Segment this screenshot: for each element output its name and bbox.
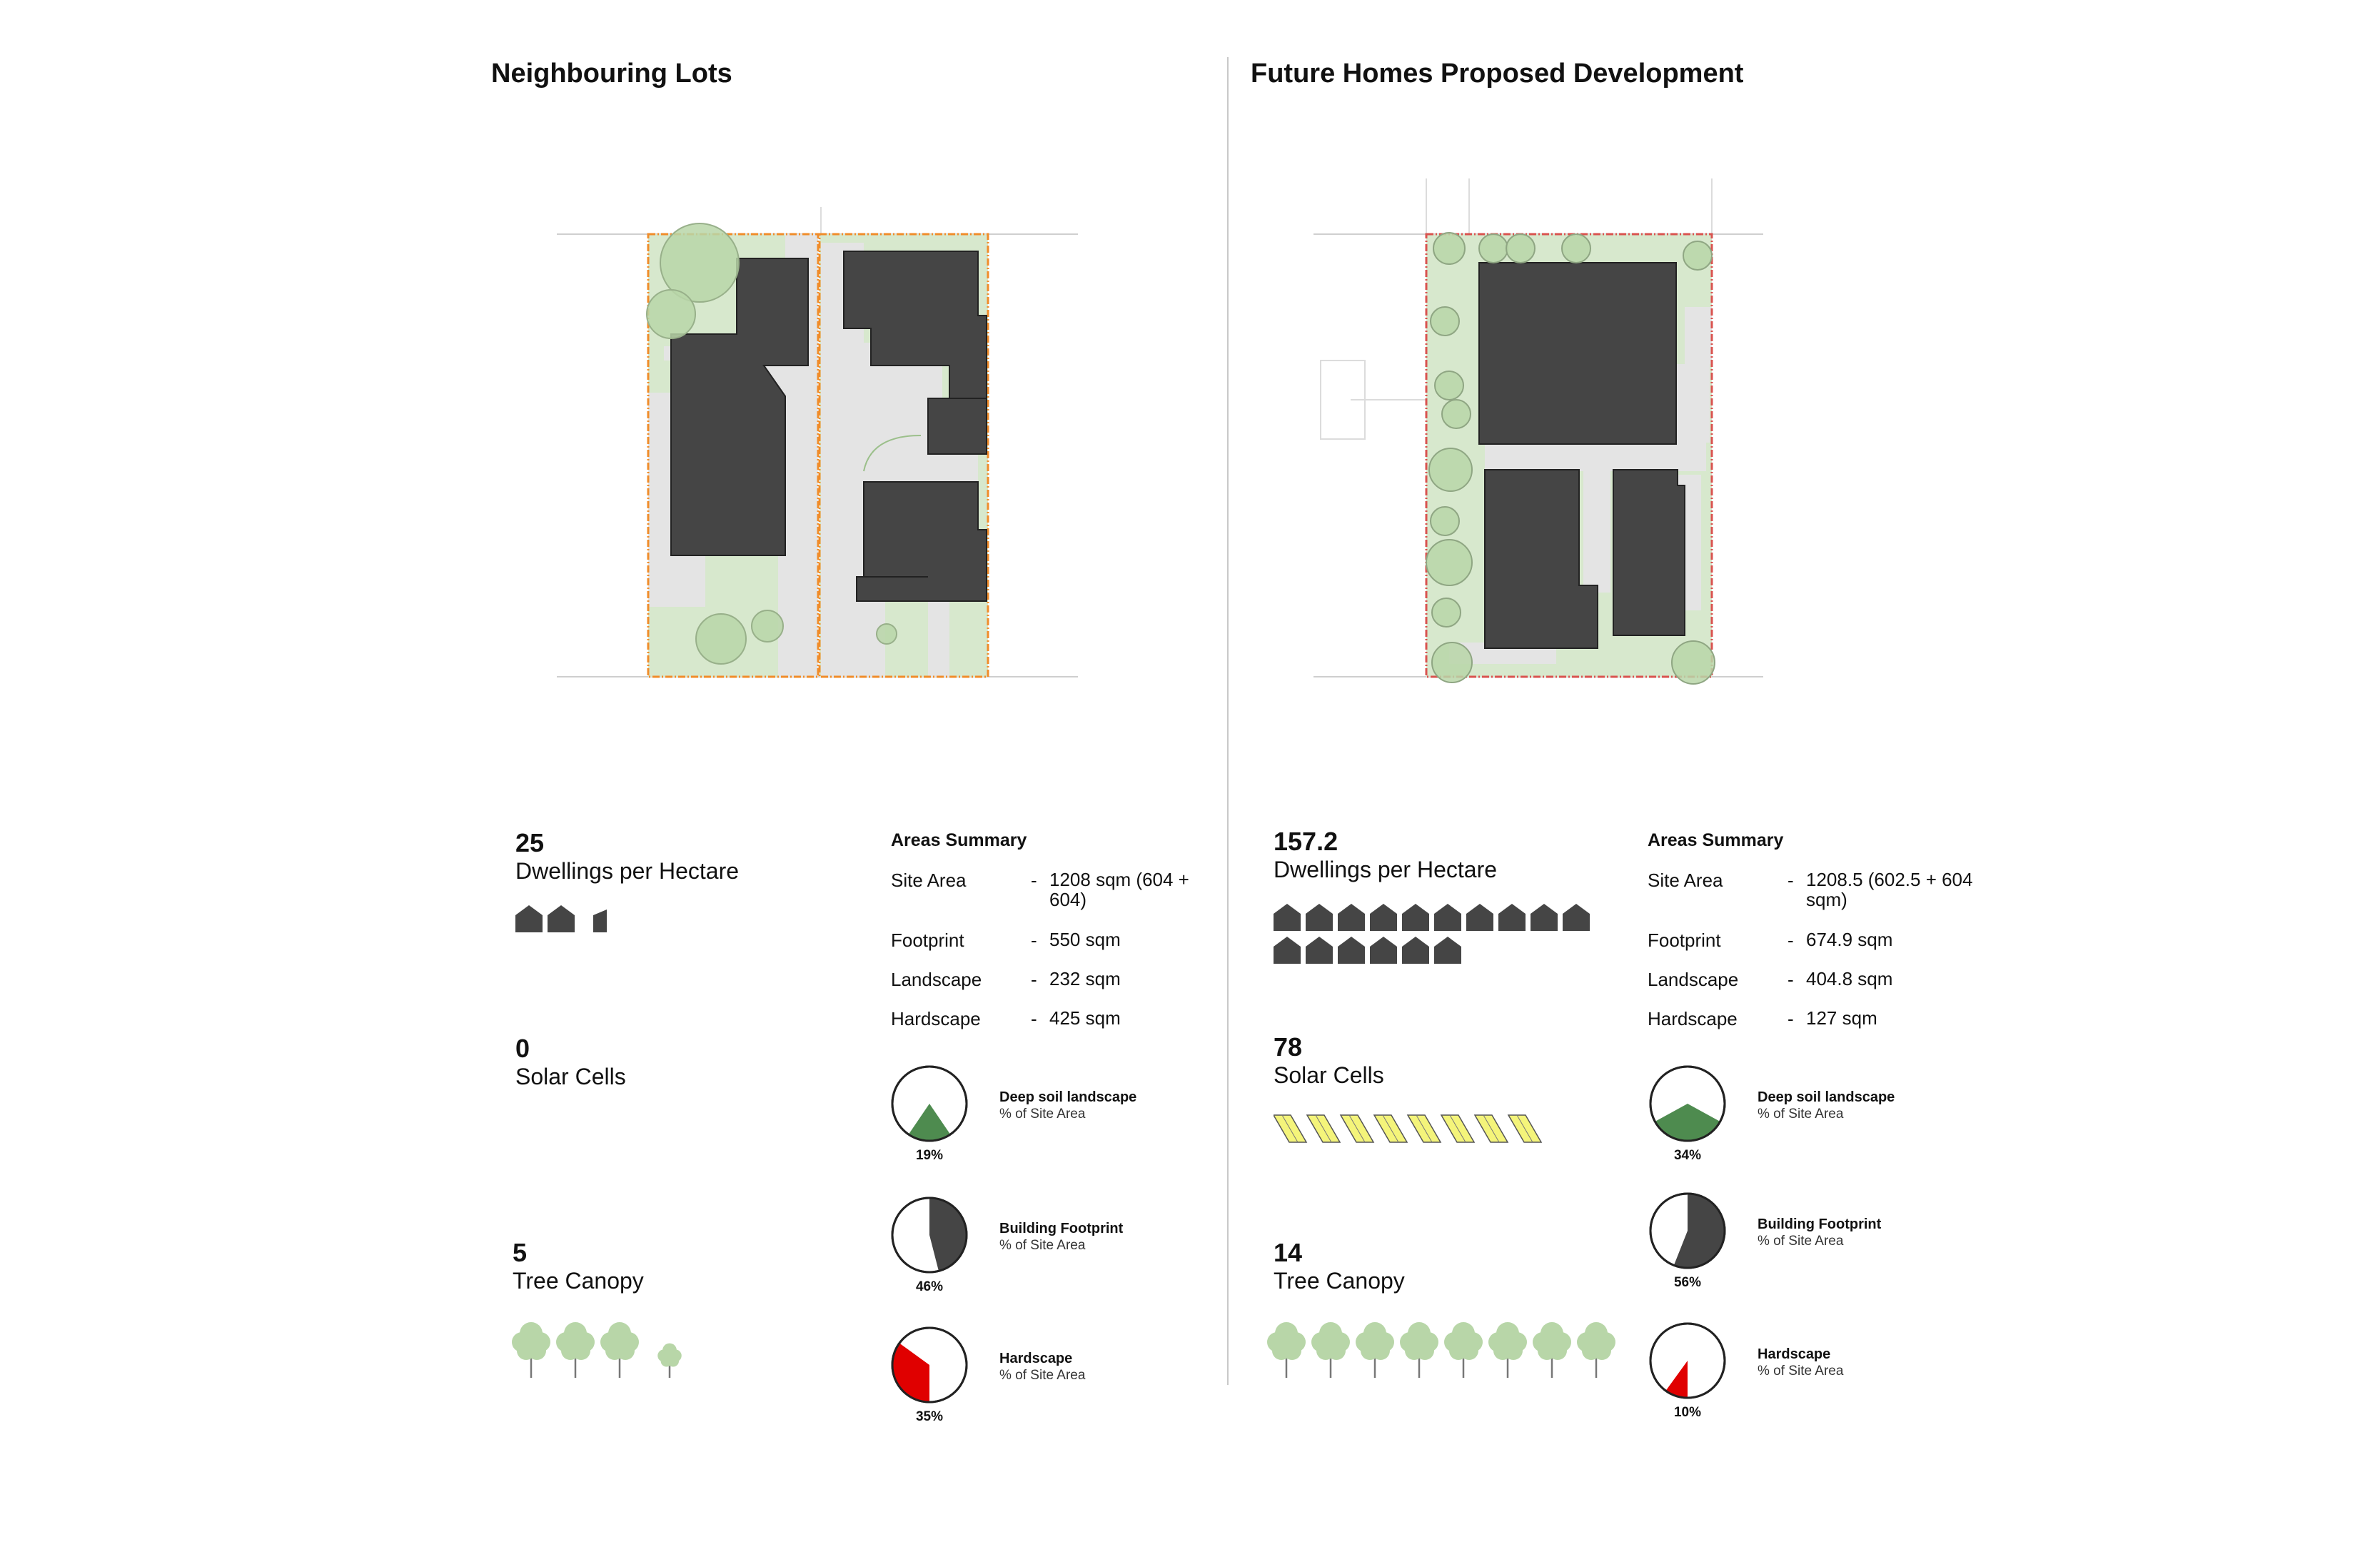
tree <box>877 624 897 644</box>
left-dwellings-value: 25 <box>515 828 545 857</box>
house-icon <box>1274 937 1301 964</box>
hardscape-pie <box>889 1325 969 1405</box>
pie-percent: 10% <box>1673 1405 1702 1420</box>
house-icon <box>1434 904 1461 931</box>
summary-key: Footprint <box>1648 929 1721 951</box>
house-icon <box>1402 937 1429 964</box>
summary-value: 404.8 sqm <box>1806 968 1893 989</box>
pie-label: Building Footprint <box>999 1221 1124 1236</box>
pie-sublabel: % of Site Area <box>1758 1234 1844 1249</box>
tree-icons <box>1264 1315 1625 1379</box>
building-footprint-pie <box>889 1195 969 1275</box>
summary-dash: - <box>1787 1008 1794 1029</box>
pie-label: Hardscape <box>1758 1346 1831 1362</box>
left-dwellings-label: Dwellings per Hectare <box>515 858 740 884</box>
house-icon <box>1370 937 1397 964</box>
right-solar-label: Solar Cells <box>1274 1062 1384 1088</box>
solar-panel-icon <box>1374 1115 1407 1142</box>
summary-dash: - <box>1787 929 1794 951</box>
house-icon <box>1338 904 1365 931</box>
solar-panel-icon <box>1307 1115 1340 1142</box>
hardscape-pie <box>1648 1321 1728 1401</box>
tree-icon <box>657 1344 681 1378</box>
summary-dash: - <box>1031 1008 1037 1029</box>
house-icons <box>515 905 837 938</box>
solar-panel-icon <box>1441 1115 1474 1142</box>
tree-icon <box>1444 1322 1483 1378</box>
house-icon <box>1531 904 1558 931</box>
solar-panel-icon <box>1475 1115 1508 1142</box>
summary-key: Site Area <box>1648 870 1723 891</box>
summary-key: Hardscape <box>1648 1008 1738 1029</box>
pie-label: Deep soil landscape <box>1758 1089 1895 1105</box>
house-icon <box>1306 904 1333 931</box>
right-dwellings-value: 157.2 <box>1274 827 1338 856</box>
pie-sublabel: % of Site Area <box>999 1238 1086 1253</box>
house-icon <box>1338 937 1365 964</box>
pie-percent: 19% <box>915 1148 944 1163</box>
tree-icon <box>1311 1322 1350 1378</box>
summary-dash: - <box>1787 969 1794 990</box>
rear-building-right <box>1613 470 1685 635</box>
pie-percent: 46% <box>915 1279 944 1294</box>
house-icon <box>548 905 575 932</box>
tree-icon <box>1577 1322 1615 1378</box>
tree-icon <box>1356 1322 1394 1378</box>
summary-dash: - <box>1031 969 1037 990</box>
pie-sublabel: % of Site Area <box>999 1107 1086 1122</box>
tree <box>647 290 695 338</box>
tree-icons <box>508 1315 692 1379</box>
house-icons <box>1274 904 1595 969</box>
deep-soil-pie <box>1648 1064 1728 1144</box>
pie-percent: 56% <box>1673 1275 1702 1290</box>
house-icon <box>1498 904 1526 931</box>
pie-sublabel: % of Site Area <box>999 1368 1086 1383</box>
summary-dash: - <box>1787 870 1794 891</box>
pie-percent: 34% <box>1673 1148 1702 1163</box>
summary-dash: - <box>1031 929 1037 951</box>
front-building <box>1479 263 1676 444</box>
summary-key: Hardscape <box>891 1008 981 1029</box>
summary-value: 1208.5 (602.5 + 604 sqm) <box>1806 869 1973 910</box>
solar-panel-icon <box>1508 1115 1541 1142</box>
solar-icons <box>1274 1111 1556 1145</box>
right-solar-value: 78 <box>1274 1032 1303 1062</box>
summary-key: Landscape <box>1648 969 1739 990</box>
pie-label: Building Footprint <box>1758 1216 1882 1232</box>
building-footprint-pie <box>1648 1191 1728 1271</box>
solar-panel-icon <box>1274 1115 1306 1142</box>
house-icon <box>1434 937 1461 964</box>
tree <box>752 610 783 642</box>
pie-label: Deep soil landscape <box>999 1089 1137 1105</box>
left-heading: Neighbouring Lots <box>491 59 732 89</box>
left-trees-value: 5 <box>513 1238 528 1267</box>
tree-icon <box>600 1322 639 1378</box>
house-icon <box>1402 904 1429 931</box>
tree-icon <box>1400 1322 1438 1378</box>
right-tree-icon-row <box>1264 1315 1625 1383</box>
summary-key: Footprint <box>891 929 964 951</box>
summary-value: 1208 sqm (604 + 604) <box>1049 869 1189 910</box>
summary-key: Site Area <box>891 870 967 891</box>
summary-value: 232 sqm <box>1049 968 1121 989</box>
house-icon <box>1370 904 1397 931</box>
left-tree-icon-row <box>508 1315 692 1383</box>
tree-icon <box>1488 1322 1527 1378</box>
right-house-icon-row <box>1274 904 1595 973</box>
tree-icon <box>1533 1322 1571 1378</box>
house-icon <box>1274 904 1301 931</box>
right-site-plan <box>1306 171 1806 700</box>
right-trees-value: 14 <box>1274 1238 1303 1267</box>
left-solar-label: Solar Cells <box>515 1064 626 1089</box>
house-icon <box>1466 904 1493 931</box>
house-icon <box>593 910 607 932</box>
pie-sublabel: % of Site Area <box>1758 1107 1844 1122</box>
right-trees-label: Tree Canopy <box>1274 1268 1405 1294</box>
summary-value: 674.9 sqm <box>1806 929 1893 950</box>
house-icon <box>1306 937 1333 964</box>
house-icon <box>1563 904 1590 931</box>
right-heading: Future Homes Proposed Development <box>1251 59 1744 89</box>
solar-panel-icon <box>1408 1115 1441 1142</box>
left-trees-label: Tree Canopy <box>513 1268 644 1294</box>
pie-percent: 35% <box>915 1409 944 1424</box>
right-summary-title: Areas Summary <box>1648 830 1784 850</box>
pie-label: Hardscape <box>999 1351 1073 1366</box>
summary-value: 550 sqm <box>1049 929 1121 950</box>
tree <box>696 614 746 664</box>
central-path <box>1485 443 1706 471</box>
summary-key: Landscape <box>891 969 982 990</box>
left-summary-title: Areas Summary <box>891 830 1027 850</box>
deep-soil-pie <box>889 1064 969 1144</box>
left-solar-value: 0 <box>515 1034 530 1063</box>
lot-2-house-middle <box>928 398 987 454</box>
tree-icon <box>512 1322 550 1378</box>
right-solar-icon-row <box>1274 1111 1556 1149</box>
summary-value: 127 sqm <box>1806 1007 1877 1029</box>
summary-value: 425 sqm <box>1049 1007 1121 1029</box>
house-icon <box>515 905 543 932</box>
lot-2-house-rear <box>857 482 987 601</box>
summary-dash: - <box>1031 870 1037 891</box>
right-dwellings-label: Dwellings per Hectare <box>1274 857 1498 882</box>
column-divider <box>1227 57 1229 1385</box>
left-site-plan <box>550 200 1092 692</box>
solar-panel-icon <box>1341 1115 1373 1142</box>
pie-sublabel: % of Site Area <box>1758 1364 1844 1379</box>
left-house-icon-row <box>515 905 837 942</box>
tree-icon <box>556 1322 595 1378</box>
tree-icon <box>1267 1322 1306 1378</box>
